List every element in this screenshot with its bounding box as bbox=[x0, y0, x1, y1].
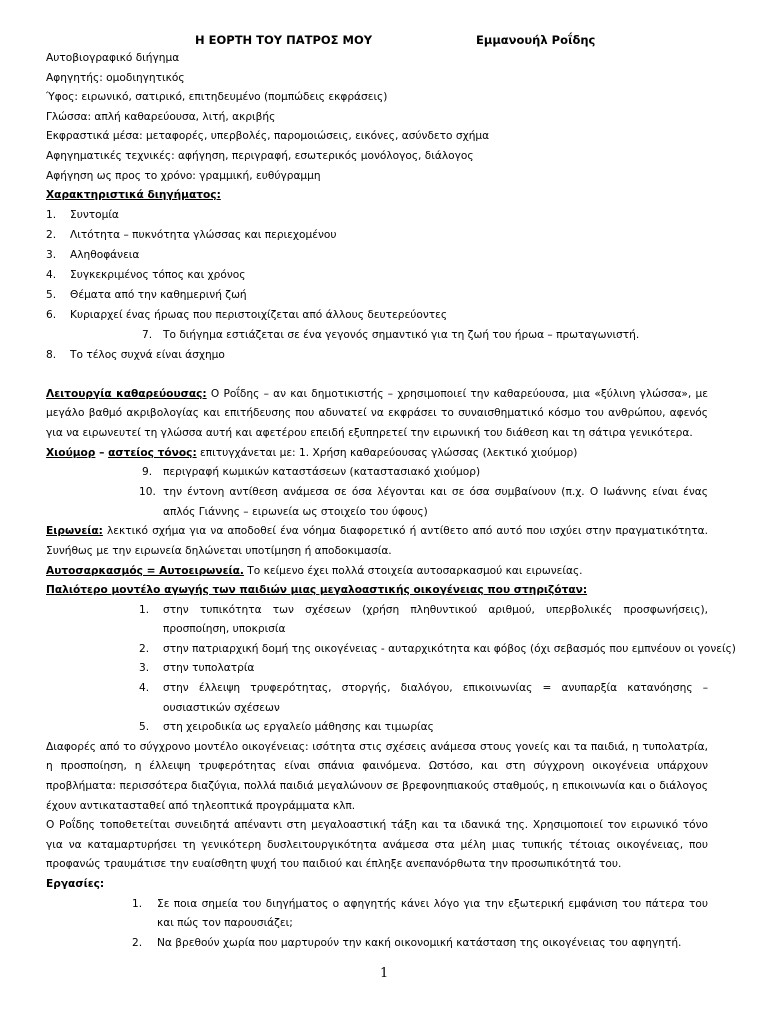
title-row bbox=[46, 31, 708, 49]
oldmodel-heading: Παλιότερο μοντέλο αγωγής των παιδιών μιας μεγαλοαστικής οικογένειας που στηριζόταν: bbox=[46, 584, 588, 597]
roidis-paragraph: Ο Ροΐδης τοποθετείται συνειδητά απέναντι στη μεγαλοαστική τάξη και τα ιδανικά της. Χρησιμοποιεί τον ειρωνικό τόνο για να καταμαρτυρήσει τη γενικότερη δυσλειτουργικότητα ανάμεσα στα μέλη μιας τυπικής τέτοιας οικογένειας, που προφανώς τραυμάτισε την ευαίσθητη ψυχή του παιδιού και έπληξε ανεπανόρθωτα την προσωπικότητά του. bbox=[46, 819, 708, 871]
list-item: 2. στην πατριαρχική δομή της οικογένειας - αυταρχικότητα και φόβος (όχι σεβασμός που εμπνέουν οι γονείς) bbox=[139, 642, 736, 655]
katharevousa-paragraph bbox=[46, 385, 708, 444]
katharevousa-label: Λειτουργία καθαρεύουσας: bbox=[46, 387, 207, 400]
list-item: 4. στην έλλειψη τρυφερότητας, στοργής, διαλόγου, επικοινωνίας = ανυπαρξία κατανόησης – ουσιαστικών σχέσεων bbox=[139, 682, 708, 714]
tasks-list bbox=[132, 895, 708, 954]
document-title: Η ΕΟΡΤΗ ΤΟΥ ΠΑΤΡΟΣ ΜΟΥ bbox=[195, 33, 373, 47]
list-item: 8. Το τέλος συχνά είναι άσχημο bbox=[46, 348, 225, 361]
humor-label-tone: αστείος τόνος: bbox=[108, 446, 197, 459]
list-item: 2. Λιτότητα – πυκνότητα γλώσσας και περιεχομένου bbox=[46, 228, 337, 241]
selfsarcasm-text: Το κείμενο έχει πολλά στοιχεία αυτοσαρκασμού και ειρωνείας. bbox=[243, 564, 583, 577]
humor-dash: – bbox=[95, 446, 109, 459]
irony-label: Ειρωνεία: bbox=[46, 525, 103, 538]
selfsarcasm-line bbox=[46, 562, 708, 582]
humor-text: επιτυγχάνεται με: 1. Χρήση καθαρεύουσας γλώσσας (λεκτικό χιούμορ) bbox=[196, 446, 578, 459]
list-item: 5. Θέματα από την καθημερινή ζωή bbox=[46, 288, 247, 301]
humor-line bbox=[46, 444, 708, 464]
list-item: 1. Συντομία bbox=[46, 208, 119, 221]
document-author: Εμμανουήλ Ροΐδης bbox=[476, 33, 596, 47]
info-line: Αφήγηση ως προς το χρόνο: γραμμική, ευθύγραμμη bbox=[46, 169, 321, 182]
list-item: 1. Σε ποια σημεία του διηγήματος ο αφηγητής κάνει λόγο για την εξωτερική εμφάνιση του πάτερα του και πώς τον παρουσιάζει; bbox=[132, 897, 708, 930]
list-item: 3. Αληθοφάνεια bbox=[46, 248, 140, 261]
document-page bbox=[46, 31, 736, 953]
list-item: 6. Κυριαρχεί ένας ήρωας που περιστοιχίζεται από άλλους δευτερεύοντες bbox=[46, 308, 448, 321]
list-item: 7. Το διήγημα εστιάζεται σε ένα γεγονός σημαντικό για τη ζωή του ήρωα – πρωταγωνιστή. bbox=[142, 328, 640, 341]
irony-paragraph bbox=[46, 522, 708, 561]
selfsarcasm-label: Αυτοσαρκασμός = Αυτοειρωνεία. bbox=[46, 564, 244, 577]
list-item: 1. στην τυπικότητα των σχέσεων (χρήση πληθυντικού αριθμού, υπερβολικές προσφωνήσεις), προσποίηση, υποκρισία bbox=[139, 603, 708, 636]
katharevousa-text: Ο Ροΐδης – αν και δημοτικιστής – χρησιμοποιεί την καθαρεύουσα, μια «ξύλινη γλώσσα», με μεγάλο βαθμό ακριβολογίας και επιτήδευσης που αδυνατεί να εκφράσει το συναισθηματικό κόσμο του ανθρώπου, αφενός για να ειρωνευτεί τη γλώσσα αυτή και αφετέρου επειδή εξυπηρετεί την ειρωνική του διάθεση και τη σάτιρα γενικότερα. bbox=[46, 387, 708, 439]
characteristics-list bbox=[46, 206, 708, 366]
list-item: 4. Συγκεκριμένος τόπος και χρόνος bbox=[46, 268, 246, 281]
list-item: 9. περιγραφή κωμικών καταστάσεων (καταστασιακό χιούμορ) bbox=[142, 466, 481, 479]
list-item: 3. στην τυπολατρία bbox=[139, 662, 255, 675]
info-line: Αυτοβιογραφικό διήγημα bbox=[46, 52, 180, 64]
list-item: 2. Να βρεθούν χωρία που μαρτυρούν την κακή οικονομική κατάσταση της οικογένειας του αφηγητή. bbox=[132, 936, 682, 949]
list-item: 10. την έντονη αντίθεση ανάμεσα σε όσα λέγονται και σε όσα συμβαίνουν (π.χ. Ο Ιωάννης είναι ένας απλός Γιάννης – ειρωνεία ως στοιχείο του ύφους) bbox=[139, 486, 708, 518]
info-line: Εκφραστικά μέσα: μεταφορές, υπερβολές, παρομοιώσεις, εικόνες, ασύνδετο σχήμα bbox=[46, 130, 490, 143]
humor-label: Χιούμορ bbox=[46, 446, 96, 459]
oldmodel-list bbox=[139, 601, 736, 738]
page-number: 1 bbox=[380, 966, 389, 981]
irony-text: λεκτικό σχήμα για να αποδοθεί ένα νόημα διαφορετικό ή αντίθετο από αυτό που ισχύει στην πραγματικότητα. Συνήθως με την ειρωνεία δηλώνεται υποτίμηση ή αποδοκιμασία. bbox=[46, 525, 708, 557]
info-line: Γλώσσα: απλή καθαρεύουσα, λιτή, ακριβής bbox=[46, 110, 276, 123]
info-line: Ύφος: ειρωνικό, σατιρικό, επιτηδευμένο (πομπώδεις εκφράσεις) bbox=[46, 91, 388, 104]
differences-paragraph: Διαφορές από το σύγχρονο μοντέλο οικογένειας: ισότητα στις σχέσεις ανάμεσα στους γονείς και τα παιδιά, η τυπολατρία, η προσποίηση, η έλλειψη τρυφερότητας είναι σπάνια φαινόμενα. Ωστόσο, και στη σύγχρονη οικογένεια υπάρχουν προβλήματα: περισσότερα διαζύγια, πολλά παιδιά μεγαλώνουν σε βρεφονηπιακούς σταθμούς, η επικοινωνία και ο διάλογος έχουν αντικατασταθεί από τηλεοπτικά προγράμματα κλπ. bbox=[46, 740, 708, 812]
info-line: Αφηγηματικές τεχνικές: αφήγηση, περιγραφή, εσωτερικός μονόλογος, διάλογος bbox=[46, 149, 474, 162]
tasks-heading: Εργασίες: bbox=[46, 878, 105, 890]
list-item: 5. στη χειροδικία ως εργαλείο μάθησης και τιμωρίας bbox=[139, 721, 434, 734]
info-line: Αφηγητής: ομοδιηγητικός bbox=[46, 71, 185, 84]
characteristics-heading: Χαρακτηριστικά διηγήματος: bbox=[46, 189, 221, 202]
info-block bbox=[46, 49, 708, 186]
